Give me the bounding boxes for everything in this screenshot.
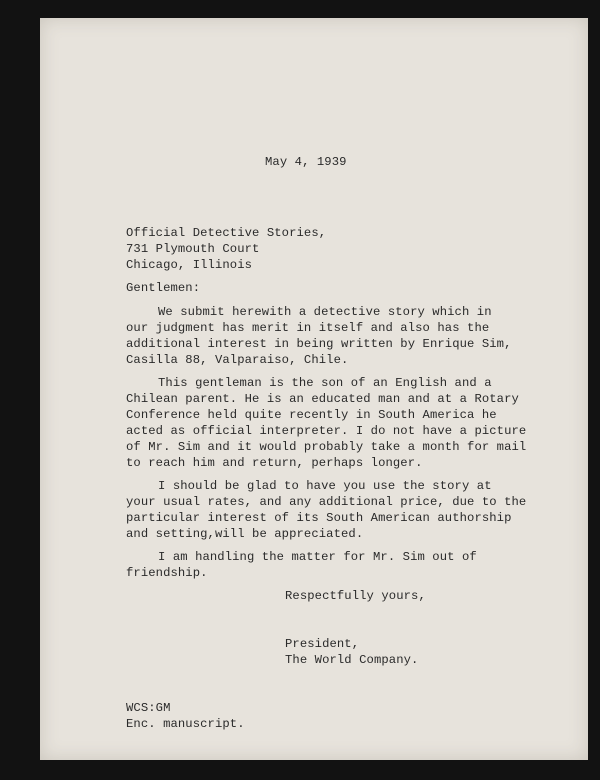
body-line: and setting,will be appreciated. — [126, 527, 364, 541]
body-line: your usual rates, and any additional price, due to the — [126, 495, 527, 509]
body-line: This gentleman is the son of an English and a — [158, 376, 492, 390]
body-line: particular interest of its South American authorship — [126, 511, 512, 525]
body-line: friendship. — [126, 566, 208, 580]
body-line: I should be glad to have you use the story at — [158, 479, 492, 493]
body-line: Chilean parent. He is an educated man and at a Rotary — [126, 392, 519, 406]
reference-initials: WCS:GM — [126, 701, 171, 715]
closing: Respectfully yours, — [285, 589, 426, 603]
body-line: acted as official interpreter. I do not have a picture — [126, 424, 527, 438]
body-line: We submit herewith a detective story which in — [158, 305, 492, 319]
enclosure-note: Enc. manuscript. — [126, 717, 245, 731]
body-line: I am handling the matter for Mr. Sim out of — [158, 550, 477, 564]
body-line: to reach him and return, perhaps longer. — [126, 456, 423, 470]
body-line: Casilla 88, Valparaiso, Chile. — [126, 353, 349, 367]
body-line: of Mr. Sim and it would probably take a month for mail — [126, 440, 527, 454]
address-line: 731 Plymouth Court — [126, 242, 260, 256]
body-line: additional interest in being written by Enrique Sim, — [126, 337, 512, 351]
letter-date: May 4, 1939 — [265, 155, 347, 169]
address-line: Chicago, Illinois — [126, 258, 253, 272]
address-line: Official Detective Stories, — [126, 226, 327, 240]
signature-title: President, — [285, 637, 360, 651]
signature-company: The World Company. — [285, 653, 419, 667]
body-line: our judgment has merit in itself and also has the — [126, 321, 490, 335]
body-line: Conference held quite recently in South America he — [126, 408, 497, 422]
salutation: Gentlemen: — [126, 281, 201, 295]
